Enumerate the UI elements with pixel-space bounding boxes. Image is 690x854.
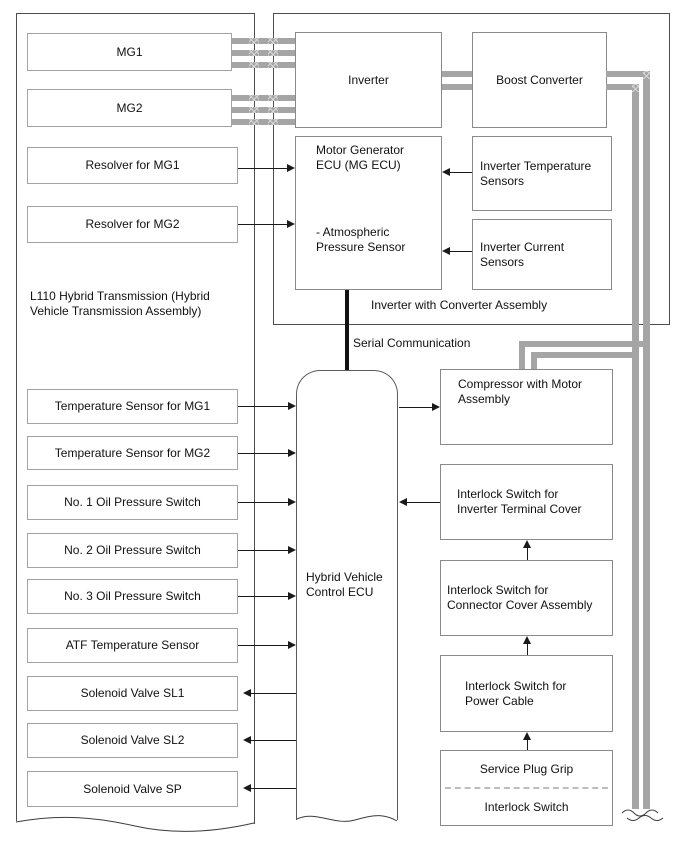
temp-mg1-line [238, 406, 288, 407]
power-connector-arrowhead [523, 636, 531, 644]
resolver-mg1-line [238, 168, 287, 169]
box-resolver-mg1 [27, 147, 238, 184]
box-atf-temp-sensor-label: ATF Temperature Sensor [65, 638, 200, 652]
interlock-ecu-line [407, 502, 440, 503]
box-oil-pressure-3-label: No. 3 Oil Pressure Switch [64, 589, 201, 603]
oil2-line [238, 550, 288, 551]
box-inverter-current-sensors-label: Inverter Current Sensors [480, 239, 565, 269]
box-boost-converter-label: Boost Converter [496, 72, 583, 87]
box-oil-pressure-3 [27, 579, 238, 614]
left-container-top-border [16, 13, 255, 14]
resolver-mg2-arrowhead [287, 220, 295, 228]
box-oil-pressure-1 [27, 485, 238, 520]
box-mg2-label: MG2 [116, 100, 143, 115]
sp-arrowhead [243, 784, 251, 792]
temp-mg1-arrowhead [288, 402, 296, 410]
box-inverter-label: Inverter [348, 72, 389, 87]
resolver-mg1-arrowhead [287, 164, 295, 172]
box-interlock-terminal-cover [440, 464, 613, 540]
box-interlock-power-cable-label: Interlock Switch for Power Cable [465, 678, 567, 708]
compressor-branch-cable-1-v [519, 341, 525, 369]
box-resolver-mg1-label: Resolver for MG1 [85, 158, 180, 172]
box-temp-sensor-mg2 [27, 436, 238, 470]
box-interlock-power-cable [440, 655, 613, 732]
box-solenoid-sl1 [27, 676, 238, 711]
left-container-right-border [254, 13, 255, 824]
right-vertical-cable-inner [632, 84, 639, 809]
box-resolver-mg2-label: Resolver for MG2 [85, 217, 180, 231]
left-container-label: L110 Hybrid Transmission (Hybrid Vehicle Transmission Assembly) [30, 289, 210, 318]
box-oil-pressure-2-label: No. 2 Oil Pressure Switch [64, 543, 201, 557]
compressor-branch-cable-2-h [531, 352, 639, 358]
oil3-arrowhead [288, 592, 296, 600]
resolver-mg2-line [238, 224, 287, 225]
ecu-compressor-line [399, 407, 432, 408]
box-hybrid-vehicle-control-ecu [296, 370, 398, 820]
box-mg-ecu-label: Motor Generator ECU (MG ECU) [316, 143, 405, 172]
inverter-current-arrowhead [442, 247, 450, 255]
compressor-branch-cable-2-v [531, 352, 537, 369]
box-solenoid-sl2-label: Solenoid Valve SL2 [80, 733, 185, 747]
box-solenoid-sl1-label: Solenoid Valve SL1 [80, 686, 185, 700]
box-compressor-label: Compressor with Motor Assembly [458, 377, 583, 406]
atf-arrowhead [288, 641, 296, 649]
serial-communication-label: Serial Communication [353, 336, 471, 350]
connector-terminal-line [527, 548, 528, 560]
box-inverter-current-sensors [472, 219, 612, 290]
box-inverter-temp-sensors [472, 136, 612, 211]
mg1-cable-bus-2 [232, 50, 295, 56]
sl2-line [251, 740, 296, 741]
oil1-line [238, 502, 288, 503]
box-temp-sensor-mg1-label: Temperature Sensor for MG1 [54, 399, 211, 413]
box-solenoid-sl2 [27, 723, 238, 758]
oil3-line [238, 596, 288, 597]
inverter-assembly-label: Inverter with Converter Assembly [371, 298, 548, 312]
box-mg1 [27, 33, 232, 71]
service-power-line [527, 740, 528, 750]
service-plug-grip-label: Service Plug Grip [479, 762, 574, 776]
box-oil-pressure-2 [27, 533, 238, 568]
box-inverter-temp-sensors-label: Inverter Temperature Sensors [480, 158, 592, 188]
box-temp-sensor-mg2-label: Temperature Sensor for MG2 [54, 445, 211, 460]
sl2-arrowhead [243, 736, 251, 744]
inverter-boost-cable-2 [442, 84, 472, 90]
inverter-temp-line [450, 172, 472, 173]
box-hybrid-vehicle-control-ecu-label: Hybrid Vehicle Control ECU [306, 570, 383, 599]
atf-line [238, 645, 288, 646]
box-resolver-mg2 [27, 206, 238, 243]
power-connector-line [527, 644, 528, 655]
compressor-branch-cable-1-h [519, 341, 650, 347]
box-oil-pressure-1-label: No. 1 Oil Pressure Switch [64, 495, 201, 509]
box-interlock-connector-cover-label: Interlock Switch for Connector Cover Assembly [447, 583, 593, 612]
oil2-arrowhead [288, 546, 296, 554]
box-interlock-terminal-cover-label: Interlock Switch for Inverter Terminal Cover [457, 487, 582, 516]
box-boost-converter [472, 32, 607, 128]
left-container-left-border [16, 13, 17, 821]
box-mg2 [27, 89, 232, 127]
ecu-compressor-arrowhead [432, 403, 440, 411]
box-solenoid-sp [27, 771, 238, 807]
mg2-cable-bus-1 [232, 95, 295, 101]
inverter-boost-cable-1 [442, 71, 472, 77]
inverter-temp-arrowhead [442, 168, 450, 176]
box-temp-sensor-mg1 [27, 389, 238, 424]
inverter-current-line [450, 251, 472, 252]
oil1-arrowhead [288, 498, 296, 506]
right-vertical-cable-outer [643, 71, 650, 809]
sp-line [251, 788, 296, 789]
temp-mg2-line [238, 453, 288, 454]
box-interlock-connector-cover [440, 560, 613, 636]
interlock-ecu-arrowhead [399, 498, 407, 506]
mg1-cable-bus-1 [232, 38, 295, 44]
sl1-line [251, 693, 296, 694]
temp-mg2-arrowhead [288, 449, 296, 457]
service-power-arrowhead [523, 732, 531, 740]
box-inverter [295, 32, 442, 128]
box-mg1-label: MG1 [116, 44, 143, 59]
mg2-cable-bus-2 [232, 107, 295, 113]
box-solenoid-sp-label: Solenoid Valve SP [83, 781, 182, 796]
box-service-plug-grip [440, 750, 613, 826]
sl1-arrowhead [243, 689, 251, 697]
mg2-cable-bus-3 [232, 119, 295, 125]
connector-terminal-arrowhead [523, 540, 531, 548]
interlock-switch-label: Interlock Switch [484, 800, 569, 814]
mg1-cable-bus-3 [232, 62, 295, 68]
box-mg-ecu-atmospheric-label: - Atmospheric Pressure Sensor [316, 225, 406, 254]
box-compressor [440, 369, 613, 445]
serial-communication-line [345, 290, 349, 370]
box-atf-temp-sensor [27, 628, 238, 663]
